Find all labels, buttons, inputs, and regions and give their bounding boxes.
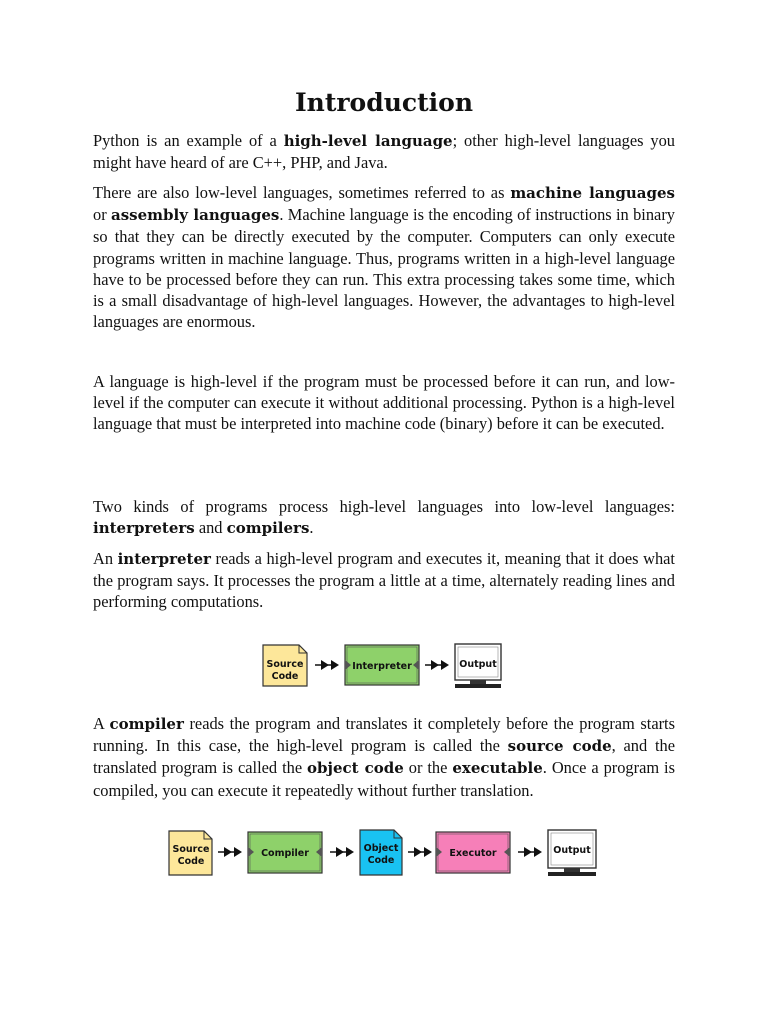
text: . Machine language is the encoding of instructions in binary so that they can be directly executed by the computer. Computers can only execute programs written in machine language. Thus, programs written in a high-level language have to be processed before they can run. This extra processing takes some time, which is a small disadvantage of high-level languages. However, the advantages to high-level languages are enormous.	[93, 205, 675, 332]
compiler-diagram	[162, 826, 612, 880]
text: , and the translated program is called the	[93, 736, 675, 778]
interpreter-label: Interpreter	[352, 661, 412, 672]
paragraph-low-level	[93, 182, 675, 332]
paragraph-high-level	[93, 130, 675, 173]
text: or	[93, 205, 112, 225]
interpreter-box	[345, 645, 419, 685]
term-interpreter: interpreter	[117, 550, 211, 568]
term-compiler: compiler	[109, 715, 184, 733]
text: reads the program and translates it completely before the program starts running. In this case, the high-level program is called the	[93, 714, 675, 756]
arrow-icon	[330, 847, 354, 857]
term-high-level-language: high-level language	[283, 132, 453, 150]
term-object-code: object code	[307, 759, 404, 778]
arrow-icon	[518, 847, 542, 857]
text: or the	[403, 758, 453, 778]
paragraph-interpreter	[93, 548, 675, 613]
arrow-icon	[425, 660, 449, 670]
term-executable: executable	[452, 759, 543, 778]
arrow-icon	[315, 660, 339, 670]
term-interpreters: interpreters	[93, 519, 195, 538]
text: Two kinds of programs process high-level languages into low-level languages:	[93, 497, 675, 516]
interpreter-diagram	[255, 640, 515, 692]
page-title: Introduction	[294, 88, 474, 117]
text: . Once a program is compiled, you can execute it repeatedly without further translation.	[93, 758, 675, 800]
source-label-line1: Source	[266, 659, 304, 670]
term-source-code: source code	[507, 737, 612, 756]
paragraph-compiler	[93, 713, 675, 801]
source-code-box	[169, 831, 212, 875]
output-label: Output	[459, 659, 497, 670]
term-compilers: compilers	[226, 519, 310, 538]
compiler-box	[248, 832, 322, 873]
source-label-line2: Code	[271, 671, 299, 682]
term-machine-languages: machine languages	[510, 184, 675, 202]
source-label-line2: Code	[177, 856, 205, 867]
text: and	[194, 518, 227, 538]
source-label-line1: Source	[172, 844, 210, 855]
text: reads a high-level program and executes it, meaning that it does what the program says. It processes the program a little at a time, alternately reading lines and performing computations.	[93, 549, 675, 612]
monitor-icon	[455, 644, 501, 688]
text: There are also low-level languages, sometimes referred to as	[93, 183, 511, 202]
paragraph-two-kinds	[93, 496, 675, 539]
compiler-label: Compiler	[261, 848, 309, 859]
source-code-box	[263, 645, 307, 686]
arrow-icon	[218, 847, 242, 857]
executor-box	[436, 832, 510, 873]
text: .	[309, 518, 314, 538]
object-code-box	[360, 830, 402, 875]
text: ; other high-level languages you might have heard of are C++, PHP, and Java.	[93, 131, 676, 173]
text: A	[93, 714, 110, 733]
text: Python is an example of a	[93, 131, 284, 150]
arrow-icon	[408, 847, 432, 857]
monitor-icon	[548, 830, 596, 876]
executor-label: Executor	[449, 848, 497, 859]
text: An	[93, 549, 118, 568]
paragraph-definition: A language is high-level if the program must be processed before it can run, and low-level if the computer can execute it without additional processing. Python is a high-level language that must be interpreted into machine code (binary) before it can be executed.	[93, 372, 675, 434]
term-assembly-languages: assembly languages	[111, 206, 280, 225]
output-label: Output	[553, 845, 591, 856]
object-label-line2: Code	[367, 855, 395, 866]
object-label-line1: Object	[363, 843, 399, 854]
